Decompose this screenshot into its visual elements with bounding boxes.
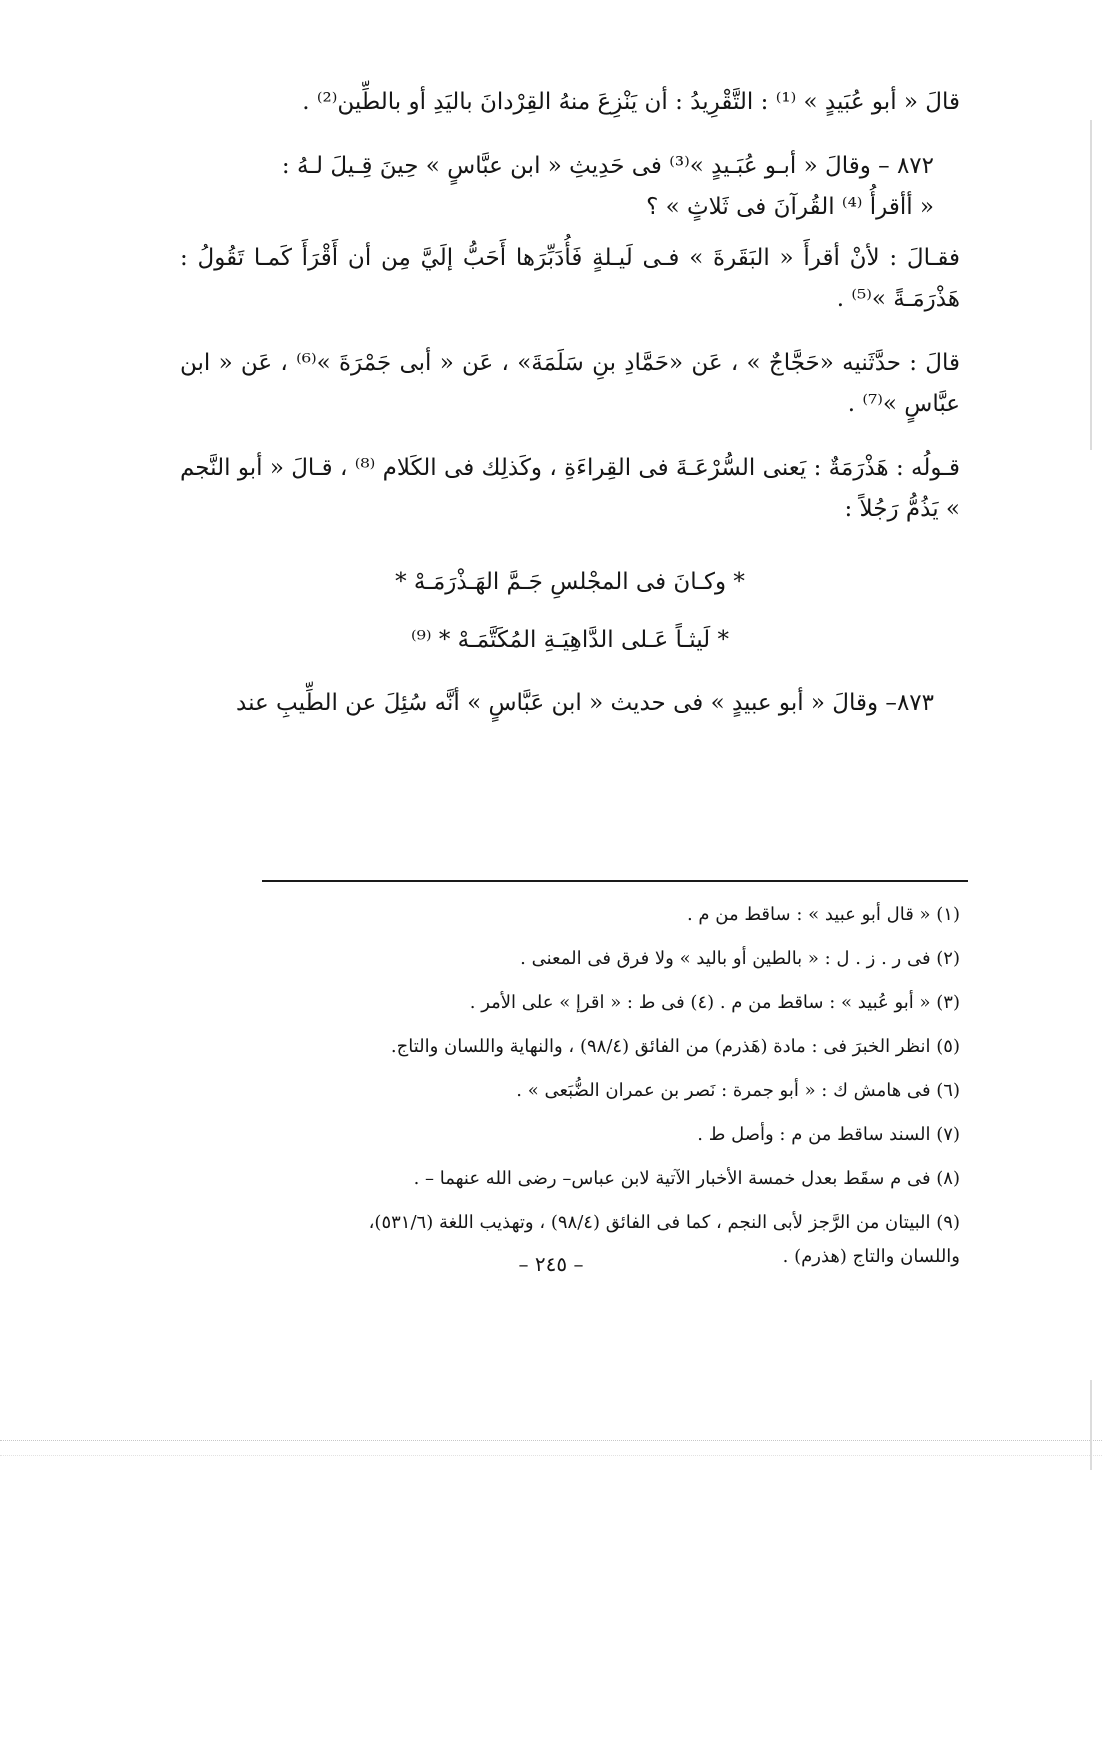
footnotes (180, 898, 960, 1284)
paragraph-isnad: قالَ : حدَّثَنيه «حَجَّاجٌ » ، عَن «حَمَّادِ بنِ سَلَمَةَ» ، عَن « أبى جَمْرَةَ »⁽⁶⁾ ، عَن « ابن عبَّاسٍ »⁽⁷⁾ . (180, 350, 960, 417)
scan-edge-mark (1090, 1380, 1092, 1470)
main-text (180, 82, 960, 747)
page-number: – ٢٤٥ – (518, 1252, 584, 1276)
paragraph-872 (180, 146, 960, 228)
footnote-9: (٩) البيتان من الرَّجز لأبى النجم ، كما فى الفائق (٩٨/٤) ، وتهذيب اللغة (٥٣١/٦)، (368, 1212, 960, 1233)
paragraph-1: قالَ « أبو عُبَيدٍ » ⁽¹⁾ : التَّقْرِيدُ : أن يَنْزِعَ منهُ القِرْدانَ باليَدِ أو بالطِّين⁽²⁾ . (302, 89, 960, 115)
scan-artifact-line (0, 1455, 1102, 1456)
footnote-separator (262, 880, 968, 882)
footnote-6: (٦) فى هامش ك : « أبو جمرة : نَصر بن عمران الضُّبَعى » . (516, 1080, 960, 1101)
scan-artifact-line (0, 1440, 1102, 1441)
verse-2: * لَيثـاً عَـلى الدَّاهِيَـةِ المُكَتَّمَـهْ * ⁽⁹⁾ (411, 627, 729, 653)
footnote-9-continuation: واللسان والتاج (هذرم) . (782, 1246, 960, 1267)
poem-verses (180, 553, 960, 669)
paragraph-872-line-2: « أأقرأُ ⁽⁴⁾ القُرآنَ فى ثَلاثٍ » ؟ (646, 194, 934, 220)
paragraph-explanation: قـولُه : هَذْرَمَةٌ : يَعنى السُّرْعَـةَ فى القِراءَةِ ، وكَذلِك فى الكَلام ⁽⁸⁾ ، قـالَ « أبو النَّجم » يَذُمُّ رَجُلاً : (180, 455, 960, 522)
scan-edge-mark (1090, 120, 1092, 450)
paragraph-3: فقـالَ : لأنْ أقرأَ « البَقَرةَ » فـى لَيـلةٍ فَأُدَبِّرَها أَحَبُّ إلَيَّ مِن أن أَقْرَأَ كَمـا تَقُولُ : هَذْرَمَـةً »⁽⁵⁾ . (180, 245, 960, 312)
paragraph-872-line-1: ٨٧٢ – وقالَ « أبـو عُبَـيدٍ »⁽³⁾ فى حَدِيثِ « ابن عبَّاسٍ » حِينَ قِـيلَ لـهُ : (281, 153, 934, 179)
footnote-1: (١) « قال أبو عبيد » : ساقط من م . (686, 904, 960, 925)
footnote-5: (٥) انظر الخبرَ فى : مادة (هَذرم) من الفائق (٩٨/٤) ، والنهاية واللسان والتاج. (390, 1036, 960, 1057)
footnote-2: (٢) فى ر . ز . ل : « بالطين أو باليد » ولا فرق فى المعنى . (520, 948, 960, 969)
footnote-3-4: (٣) « أبو عُبيد » : ساقط من م . (٤) فى ط : « اقرإ » على الأمر . (469, 992, 960, 1013)
footnote-7: (٧) السند ساقط من م : وأصل ط . (697, 1124, 960, 1145)
paragraph-873: ٨٧٣– وقالَ « أبو عبيدٍ » فى حديث « ابن عَبَّاسٍ » أنَّه سُئِلَ عن الطِّيبِ عند (236, 690, 934, 716)
footnote-8: (٨) فى م سقَط بعدل خمسة الأخبار الآتية لابن عباس– رضى الله عنهما – . (413, 1168, 960, 1189)
verse-1: * وكـانَ فى المجْلسِ جَـمَّ الهَـذْرَمَـهْ * (395, 569, 745, 595)
